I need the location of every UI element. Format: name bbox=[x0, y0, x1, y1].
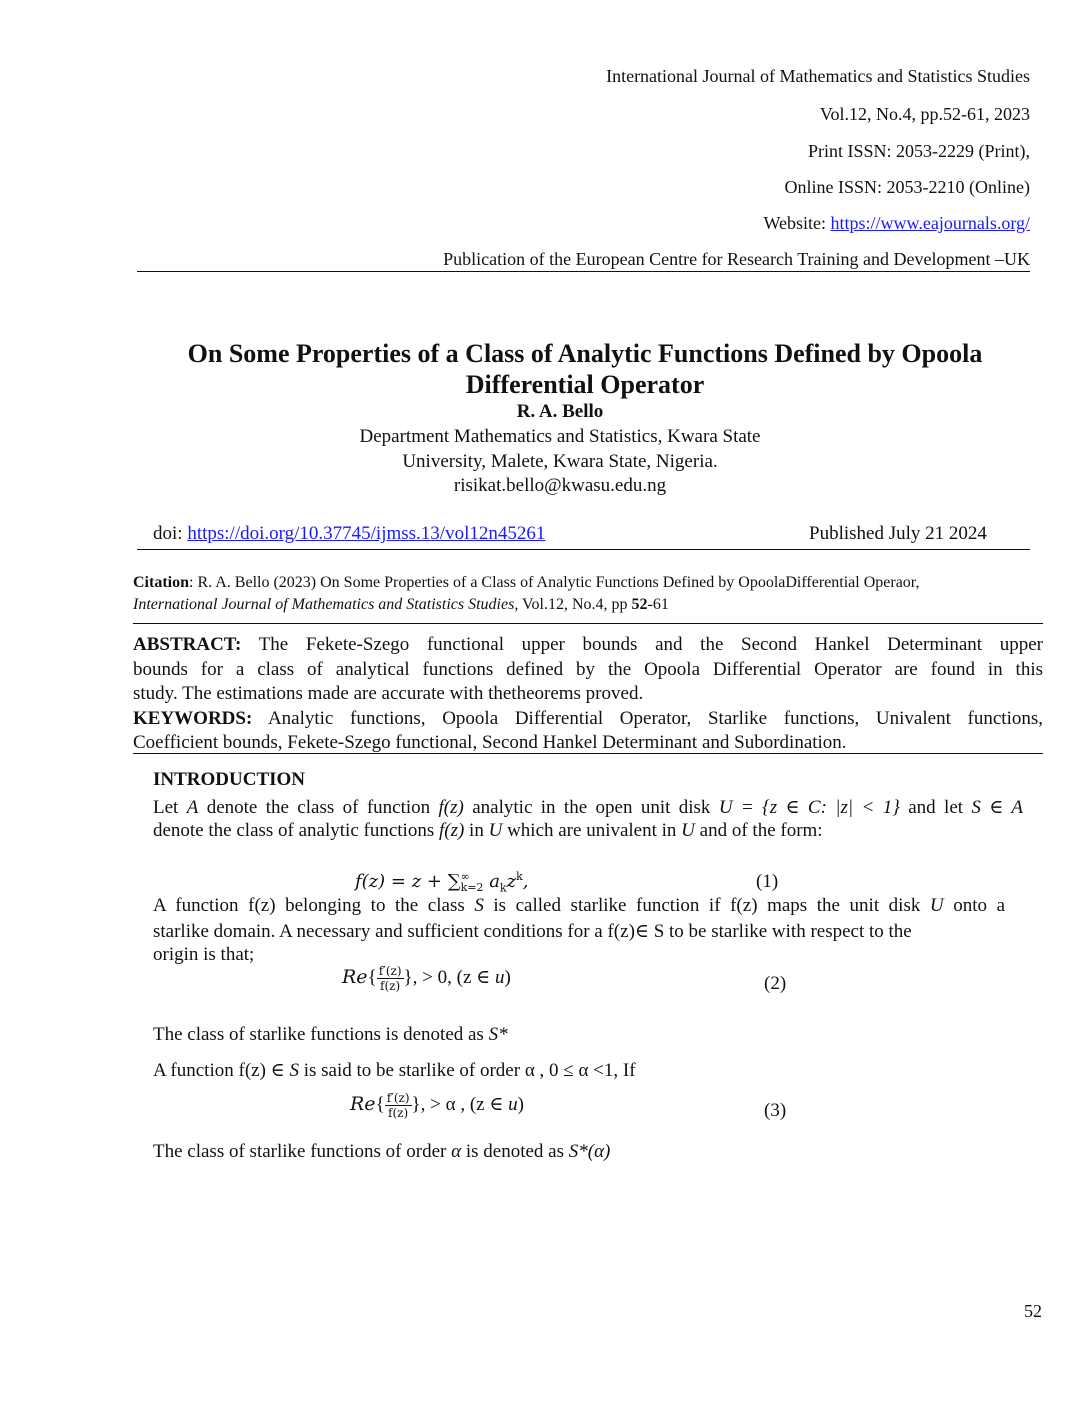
eq1-comma: , bbox=[522, 871, 529, 892]
eq3-u: u bbox=[508, 1093, 518, 1115]
math-symbol: f(z) bbox=[438, 820, 465, 841]
author-name: R. A. Bello bbox=[516, 401, 604, 422]
equation-1-number: (1) bbox=[756, 871, 779, 892]
intro-text: and let bbox=[899, 797, 972, 818]
journal-name: International Journal of Mathematics and Statistics Studies bbox=[606, 66, 1030, 86]
intro-line7 bbox=[153, 1059, 636, 1082]
intro-text: is denoted as bbox=[461, 1141, 569, 1162]
equation-2: Re{ $\frac{f'(z)}{f(z)}$ }, > 0, (z ∈ u) bbox=[342, 964, 511, 993]
intro-text: Let bbox=[153, 797, 187, 818]
intro-line3 bbox=[153, 895, 1005, 917]
citation-volume: , Vol.12, No.4, pp bbox=[514, 596, 632, 613]
header-rule bbox=[137, 271, 1030, 272]
eq2-numerator: f′(z) bbox=[378, 964, 402, 978]
intro-text: which are univalent in bbox=[502, 820, 682, 841]
eq1-sub-k: k bbox=[499, 881, 507, 895]
doi-label: doi: bbox=[153, 523, 188, 544]
math-symbol: A bbox=[186, 797, 199, 818]
math-symbol: U = {z ∈ C: |z| < 1} bbox=[718, 797, 900, 818]
math-symbol: f(z) bbox=[438, 797, 464, 818]
website-label: Website: bbox=[763, 213, 831, 233]
equation-3-number: (3) bbox=[764, 1100, 787, 1121]
intro-text: A function f(z) belonging to the class bbox=[153, 895, 475, 916]
citation-text: : R. A. Bello (2023) On Some Properties of a Class of Analytic Functions Defined by OpoolaDifferential Operaor, bbox=[189, 574, 920, 591]
intro-text: The class of starlike functions is denoted as bbox=[153, 1024, 489, 1045]
intro-text: and of the form: bbox=[694, 820, 823, 841]
intro-line6 bbox=[153, 1024, 508, 1046]
page-number: 52 bbox=[1024, 1301, 1042, 1321]
citation-label: Citation bbox=[133, 574, 189, 591]
paper-title-line1: On Some Properties of a Class of Analytic Functions Defined by Opoola bbox=[187, 339, 983, 368]
citation-line2 bbox=[133, 596, 669, 614]
intro-text: analytic in the open unit disk bbox=[463, 797, 719, 818]
equation-2-number: (2) bbox=[764, 973, 787, 994]
intro-line5: origin is that; bbox=[153, 944, 255, 965]
eq3-rest: }, > α , (z ∈ bbox=[411, 1093, 509, 1115]
math-symbol: S*(α) bbox=[568, 1141, 611, 1162]
eq3-denominator: f(z) bbox=[388, 1106, 409, 1120]
eq3-close: ) bbox=[517, 1093, 524, 1115]
paper-title-line2: Differential Operator bbox=[465, 370, 705, 399]
affiliation-line2: University, Malete, Kwara State, Nigeria. bbox=[402, 451, 718, 472]
intro-text: in bbox=[464, 820, 489, 841]
math-symbol: U bbox=[929, 895, 944, 916]
publisher-line: Publication of the European Centre for Research Training and Development –UK bbox=[443, 249, 1030, 269]
intro-text: A function f(z) ∈ bbox=[153, 1060, 290, 1081]
doi-rule bbox=[137, 549, 1030, 550]
print-issn: Print ISSN: 2053-2229 (Print), bbox=[807, 141, 1030, 161]
eq1-lhs: f(z) = z + ∑ bbox=[355, 871, 461, 892]
citation-rule bbox=[133, 623, 1043, 624]
citation-journal: International Journal of Mathematics and Statistics Studies bbox=[133, 596, 515, 613]
intro-line1 bbox=[153, 796, 1023, 819]
abstract-text1: The Fekete-Szego functional upper bounds and the Second Hankel Determinant upper bbox=[241, 634, 1043, 655]
math-symbol: U bbox=[488, 820, 503, 841]
eq1-sup-k: k bbox=[516, 870, 523, 883]
intro-text: The class of starlike functions of order bbox=[153, 1141, 452, 1162]
intro-text: is called starlike function if f(z) maps the unit disk bbox=[483, 895, 930, 916]
keywords-text1: Analytic functions, Opoola Differential Operator, Starlike functions, Univalent functions, bbox=[252, 708, 1043, 729]
eq2-rest: }, > 0, (z ∈ bbox=[403, 966, 495, 988]
intro-text: denote the class of analytic functions bbox=[153, 820, 439, 841]
doi-line bbox=[153, 523, 545, 545]
intro-text: onto a bbox=[943, 895, 1006, 916]
citation-page: 52 bbox=[631, 596, 648, 613]
keywords-line2: Coefficient bounds, Fekete-Szego functional, Second Hankel Determinant and Subordination. bbox=[133, 732, 847, 753]
abstract-line2: bounds for a class of analytical functions defined by the Opoola Differential Operator are found in this bbox=[133, 659, 1043, 680]
keywords-rule bbox=[133, 753, 1043, 754]
abstract-label: ABSTRACT: bbox=[133, 634, 242, 655]
math-symbol: U bbox=[681, 820, 695, 841]
website-link[interactable]: https://www.eajournals.org/ bbox=[830, 213, 1030, 233]
math-symbol: S bbox=[289, 1060, 299, 1081]
introduction-heading: INTRODUCTION bbox=[153, 769, 306, 790]
equation-1 bbox=[355, 870, 528, 895]
eq1-z: z bbox=[506, 871, 517, 892]
citation-line1 bbox=[133, 574, 919, 592]
eq2-re: Re bbox=[342, 965, 368, 988]
intro-line8 bbox=[153, 1141, 610, 1163]
abstract-line1 bbox=[133, 634, 1043, 656]
intro-text: is said to be starlike of order α , 0 ≤ α <1, If bbox=[298, 1060, 636, 1081]
author-email: risikat.bello@kwasu.edu.ng bbox=[453, 475, 667, 496]
math-symbol: α bbox=[451, 1141, 462, 1162]
doi-link[interactable]: https://doi.org/10.37745/ijmss.13/vol12n45261 bbox=[187, 523, 546, 544]
math-symbol: S ∈ A bbox=[971, 797, 1024, 818]
eq1-sup: ∞ bbox=[460, 870, 470, 883]
keywords-label: KEYWORDS: bbox=[133, 708, 253, 729]
intro-line2 bbox=[153, 820, 823, 842]
eq1-sub: k=2 bbox=[460, 881, 484, 894]
volume-info: Vol.12, No.4, pp.52-61, 2023 bbox=[819, 104, 1030, 124]
affiliation-line1: Department Mathematics and Statistics, Kwara State bbox=[359, 426, 761, 447]
eq1-a: a bbox=[483, 871, 500, 892]
published-date: Published July 21 2024 bbox=[809, 523, 987, 544]
eq3-numerator: f′(z) bbox=[386, 1091, 410, 1105]
online-issn: Online ISSN: 2053-2210 (Online) bbox=[784, 177, 1030, 197]
eq2-u: u bbox=[494, 966, 505, 988]
intro-text: denote the class of function bbox=[198, 797, 439, 818]
eq2-denominator: f(z) bbox=[380, 979, 401, 993]
eq2-close: ) bbox=[504, 966, 511, 988]
math-symbol: S bbox=[474, 895, 484, 916]
keywords-line1 bbox=[133, 708, 1043, 730]
math-symbol: S* bbox=[488, 1024, 508, 1045]
intro-line4: starlike domain. A necessary and sufficient conditions for a f(z)∈ S to be starlike with respect to the bbox=[153, 921, 912, 942]
eq3-re: Re bbox=[350, 1092, 376, 1115]
equation-3: Re{ $\frac{f'(z)}{f(z)}$ }, > α , (z ∈ u) bbox=[350, 1091, 524, 1120]
citation-page-end: -61 bbox=[647, 596, 669, 613]
abstract-line3: study. The estimations made are accurate with thetheorems proved. bbox=[133, 683, 644, 704]
website-line bbox=[763, 213, 1030, 234]
